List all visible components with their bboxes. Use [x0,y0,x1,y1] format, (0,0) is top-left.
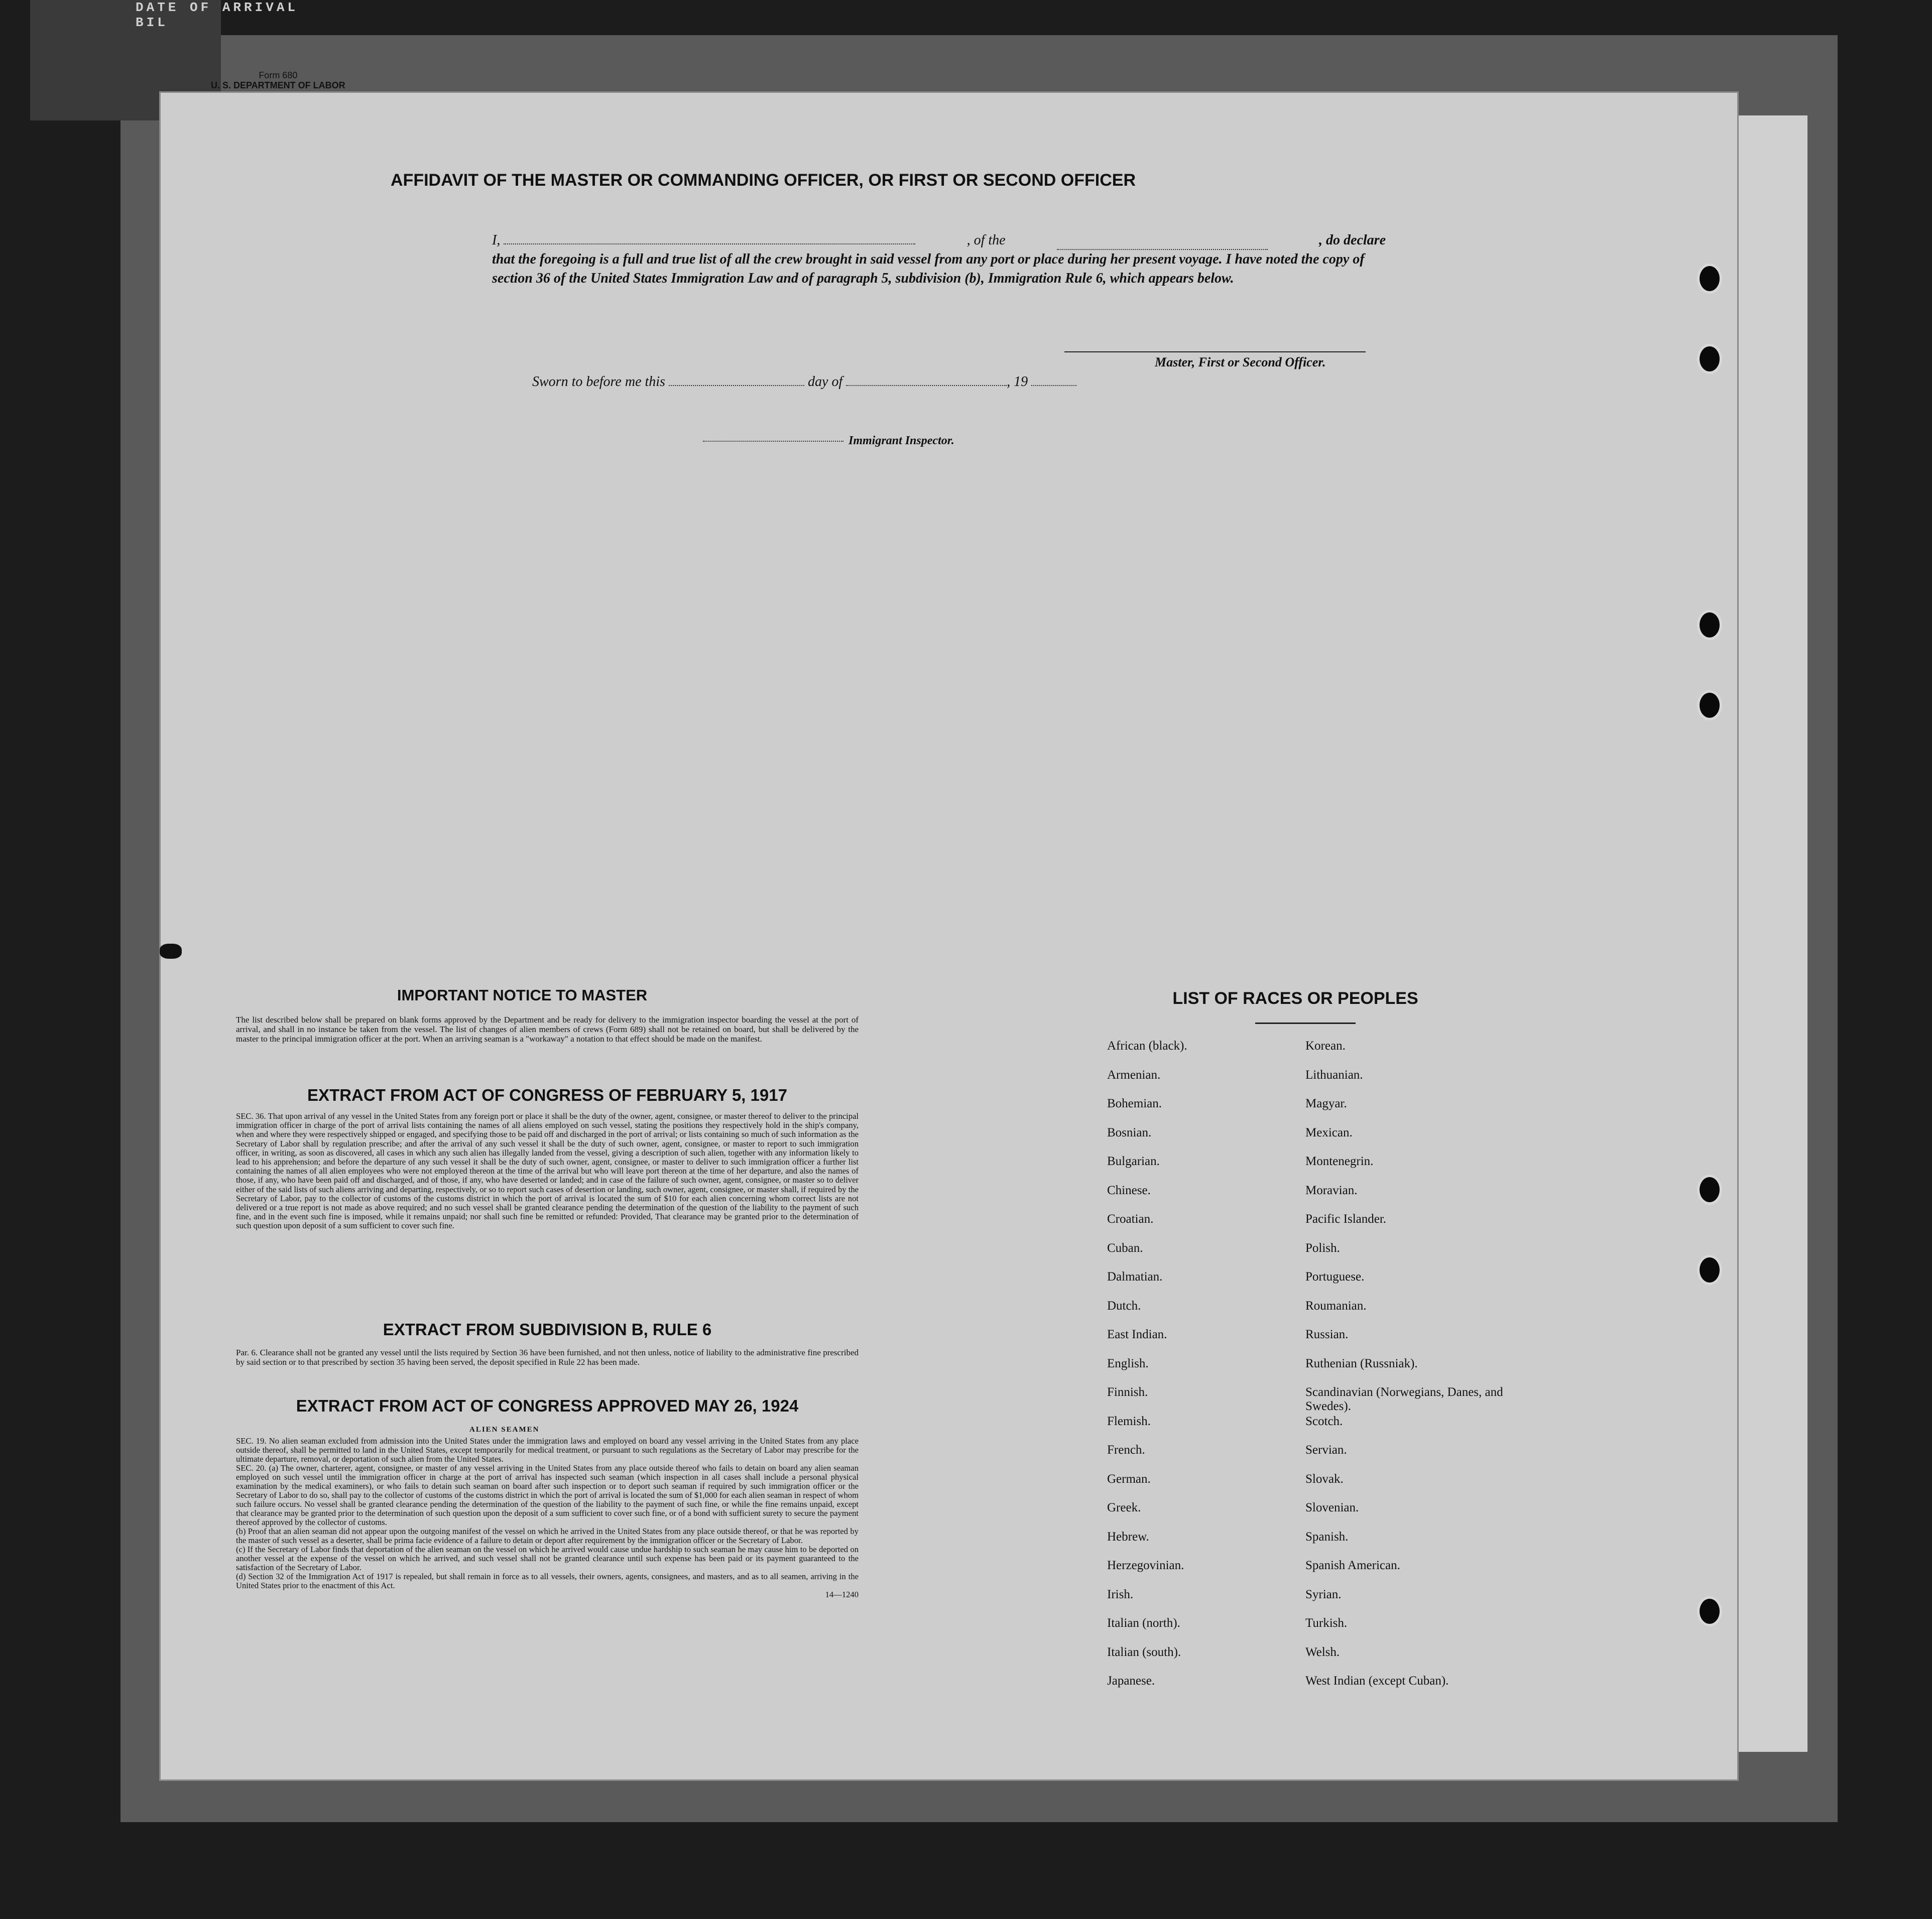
sec-20b: (b) Proof that an alien seaman did not appear upon the outgoing manifest of the vessel on which he arrived in the United States from any place outside thereof, or that he was reported by the master of such vessel as a deserter, shall be prima facie evidence of a failure to detain or deport after requirement by the immigration officer or the Secretary of Labor. [236,1526,859,1545]
race-item: Moravian. [1305,1183,1358,1197]
race-item: Korean. [1305,1039,1346,1053]
inspector-label: Immigrant Inspector. [849,434,954,447]
race-item: Bohemian. [1107,1097,1162,1110]
race-item: Finnish. [1107,1385,1148,1399]
sec-19: SEC. 19. No alien seaman excluded from admission into the United States under the immigration laws and employed on board any vessel arriving in the United States from any place outside thereof, shall be permitted to land in the United States, except temporarily for medical treatment, or pursuant to such regulations as the Secretary of Labor may prescribe for the ultimate departure, removal, or deportation of such alien from the United States. [236,1436,859,1464]
punch-hole [1697,264,1722,294]
race-item: Lithuanian. [1305,1068,1363,1082]
race-item: Chinese. [1107,1183,1151,1197]
race-item: English. [1107,1356,1149,1370]
form-number: Form 680 [259,70,298,80]
sworn-year-label: , 19 [1007,374,1028,390]
signature-label: Master, First or Second Officer. [1155,355,1326,369]
sworn-line [532,374,1076,390]
race-item: East Indian. [1107,1328,1167,1341]
vessel-blank[interactable] [1057,231,1268,250]
sworn-month-blank[interactable] [846,385,1007,386]
notice-title: IMPORTANT NOTICE TO MASTER [397,986,648,1004]
sec-20d: (d) Section 32 of the Immigration Act of 1917 is repealed, but shall remain in force as to all vessels, their owners, agents, consignees, and masters, and as to all seamen, arriving in the United States prior to the enactment of this Act. [236,1572,859,1590]
race-item: Magyar. [1305,1097,1347,1110]
punch-hole [1697,1596,1722,1626]
race-item: Slovenian. [1305,1501,1359,1514]
affidavit-title: AFFIDAVIT OF THE MASTER OR COMMANDING OFFICER, OR FIRST OR SECOND OFFICER [391,171,1136,190]
extract-1917-body: SEC. 36. That upon arrival of any vessel in the United States from any foreign port or place it shall be the duty of the owner, agent, consignee, or master thereof to deliver to the principal immigration officer in charge of the port of arrival lists containing the names of all aliens employed on such vessel, stating the positions they respectively hold in the ship's company, when and where they were respectively shipped or engaged, and specifying those to be paid off and discharged in the port of arrival; or lists containing so much of such information as the Secretary of Labor shall by regulation prescribe; and after the arrival of any such vessel it shall be the duty of such owner, agent, consignee, or master to report to such immigration officer, in writing, as soon as discovered, all cases in which any such alien has illegally landed from the vessel, giving a description of such alien, together with any information likely to lead to his apprehension; and before the departure of any such vessel it shall be the duty of such owner, agent, consignee, or master to deliver to such immigration officer a further list containing the names of all alien employees who were not employed thereon at the time of the arrival but who will leave port thereon at the time of her departure, and also the names of those, if any, who have been paid off and discharged, and of those, if any, who have deserted or landed; and in case of the failure of such owner, agent, consignee, or master so to deliver either of the said lists of such aliens arriving and departing, respectively, or so to report such cases of desertion or landing, such owner, agent, consignee, or master shall, if required by the Secretary of Labor, pay to the collector of customs of the customs district in which the port of arrival is located the sum of $10 for each alien concerning whom correct lists are not delivered or a true report is not made as above required; and no such vessel shall be granted clearance pending the determination of the question of the liability to the payment of such fine, and in the event such fine is imposed, while it remains unpaid; nor shall such fine be remitted or refunded: Provided, That clearance may be granted prior to the determination of such question upon deposit of a sum sufficient to cover such fine. [236,1111,859,1231]
races-right-column [1305,1039,1516,1703]
extract-1924-body [236,1437,859,1599]
race-item: Irish. [1107,1587,1134,1601]
race-item: Dutch. [1107,1299,1141,1313]
extract-1924-subtitle: ALIEN SEAMEN [469,1426,540,1434]
race-item: Italian (south). [1107,1645,1181,1659]
race-item: Spanish American. [1305,1559,1400,1572]
sec-20c: (c) If the Secretary of Labor finds that deportation of the alien seaman on the vessel on which he arrived would cause undue hardship to such seaman he may cause him to be deported on another vessel at the expense of the vessel on which he arrived, and such vessel shall not be granted clearance until such expense has been paid or its payment guaranteed to the satisfaction of the Secretary of Labor. [236,1545,859,1572]
sworn-prefix: Sworn to before me this [532,374,665,390]
race-item: Turkish. [1305,1616,1348,1630]
decl-body: that the foregoing is a full and true list of all the crew brought in said vessel from any port or place during her present voyage. I have noted the copy of section 36 of the United States Immigration Law and of paragraph 5, subdivision (b), Immigration Rule 6, which appears below. [492,251,1365,286]
race-item: Roumanian. [1305,1299,1367,1313]
races-left-column [1107,1039,1298,1703]
punch-hole [1697,344,1722,374]
race-item: Scotch. [1305,1414,1343,1428]
extract-rule6-title: EXTRACT FROM SUBDIVISION B, RULE 6 [383,1320,712,1339]
decl-of-the: , of the [967,232,1006,248]
race-item: Bulgarian. [1107,1155,1160,1168]
race-item: Montenegrin. [1305,1155,1374,1168]
extract-1917-title: EXTRACT FROM ACT OF CONGRESS OF FEBRUARY 5, 1917 [307,1086,787,1104]
sworn-day-blank[interactable] [669,385,804,386]
race-item: Japanese. [1107,1674,1155,1688]
race-item: Croatian. [1107,1212,1154,1226]
print-code: 14—1240 [825,1590,859,1599]
race-item: Mexican. [1305,1125,1353,1139]
races-title-rule [1255,1022,1356,1024]
ink-mark [160,944,182,959]
race-item: German. [1107,1472,1151,1486]
race-item: Herzegovinian. [1107,1559,1184,1572]
race-item: Portuguese. [1305,1270,1365,1284]
race-item: Spanish. [1305,1529,1349,1544]
name-blank[interactable] [504,243,915,244]
race-item: Servian. [1305,1443,1347,1457]
punch-hole [1697,1255,1722,1285]
race-item: Bosnian. [1107,1125,1152,1139]
department-label: U. S. DEPARTMENT OF LABOR [211,80,345,90]
race-item: Syrian. [1305,1587,1342,1601]
race-item: Dalmatian. [1107,1270,1163,1284]
sworn-year-blank[interactable] [1031,385,1076,386]
race-item: French. [1107,1443,1145,1457]
races-title: LIST OF RACES OR PEOPLES [1172,989,1418,1008]
decl-i: I, [492,232,501,248]
race-item: Pacific Islander. [1305,1212,1387,1226]
sec-20a: SEC. 20. (a) The owner, charterer, agent, consignee, or master of any vessel arriving in the United States from any place outside thereof who fails to detain on board any alien seaman employed on such vessel until the immigration officer in charge at the port of arrival has inspected such seaman (which inspection in all cases shall include a personal physical examination by the medical examiners), or who fails to detain such seaman on board after such inspection or to deport such seaman if required by such immigration officer or the Secretary of Labor to do so, shall pay to the collector of customs of the customs district in which the port of arrival is located the sum of $1,000 for each alien seaman in respect of whom such failure occurs. No vessel shall be granted clearance pending the determination of the question of the liability to the payment of such fine, or while the fine remains unpaid, except that clearance may be granted prior to the determination of such question upon the deposit of a sum sufficient to cover such fine, or of a bond with sufficient surety to secure the payment thereof approved by the collector of customs. [236,1463,859,1527]
signature-line[interactable] [1064,351,1366,352]
decl-declare: , do declare [1319,232,1386,248]
affidavit-declaration [492,231,1386,288]
inspector-line[interactable] [703,441,843,442]
punch-hole [1697,610,1722,640]
race-item: Slovak. [1305,1472,1344,1486]
race-item: Armenian. [1107,1068,1161,1082]
race-item: Hebrew. [1107,1529,1149,1544]
race-item: Welsh. [1305,1645,1340,1659]
notice-body: The list described below shall be prepared on blank forms approved by the Department and be ready for delivery to the immigration inspector boarding the vessel at the port of arrival, and shall in no instance be taken from the vessel. The list of changes of alien members of crews (Form 689) shall not be retained on board, but shall be delivered by the master to the principal immigration officer at the port. When an arriving seaman is a "workaway" a notation to that effect should be made on the manifest. [236,1015,859,1044]
race-item: African (black). [1107,1039,1187,1053]
race-item: Greek. [1107,1501,1141,1514]
race-item: Flemish. [1107,1414,1151,1428]
race-item: West Indian (except Cuban). [1305,1674,1449,1688]
background-strip-text: DATE OF ARRIVAL BIL [136,0,299,30]
race-item: Polish. [1305,1241,1340,1255]
race-item: Russian. [1305,1328,1349,1341]
race-item: Cuban. [1107,1241,1143,1255]
punch-hole [1697,690,1722,720]
form-tab [211,70,345,90]
sworn-day-label: day of [807,374,843,390]
race-item: Scandinavian (Norwegians, Danes, and Swedes). [1305,1385,1503,1413]
race-item: Italian (north). [1107,1616,1180,1630]
extract-1924-title: EXTRACT FROM ACT OF CONGRESS APPROVED MAY 26, 1924 [296,1396,799,1415]
punch-hole [1697,1175,1722,1205]
extract-rule6-body: Par. 6. Clearance shall not be granted any vessel until the lists required by Section 36 have been furnished, and not then unless, notice of liability to the administrative fine prescribed by said section or to that prescribed by section 35 having been served, the deposit specified in Rule 22 has been made. [236,1348,859,1367]
race-item: Ruthenian (Russniak). [1305,1356,1418,1370]
